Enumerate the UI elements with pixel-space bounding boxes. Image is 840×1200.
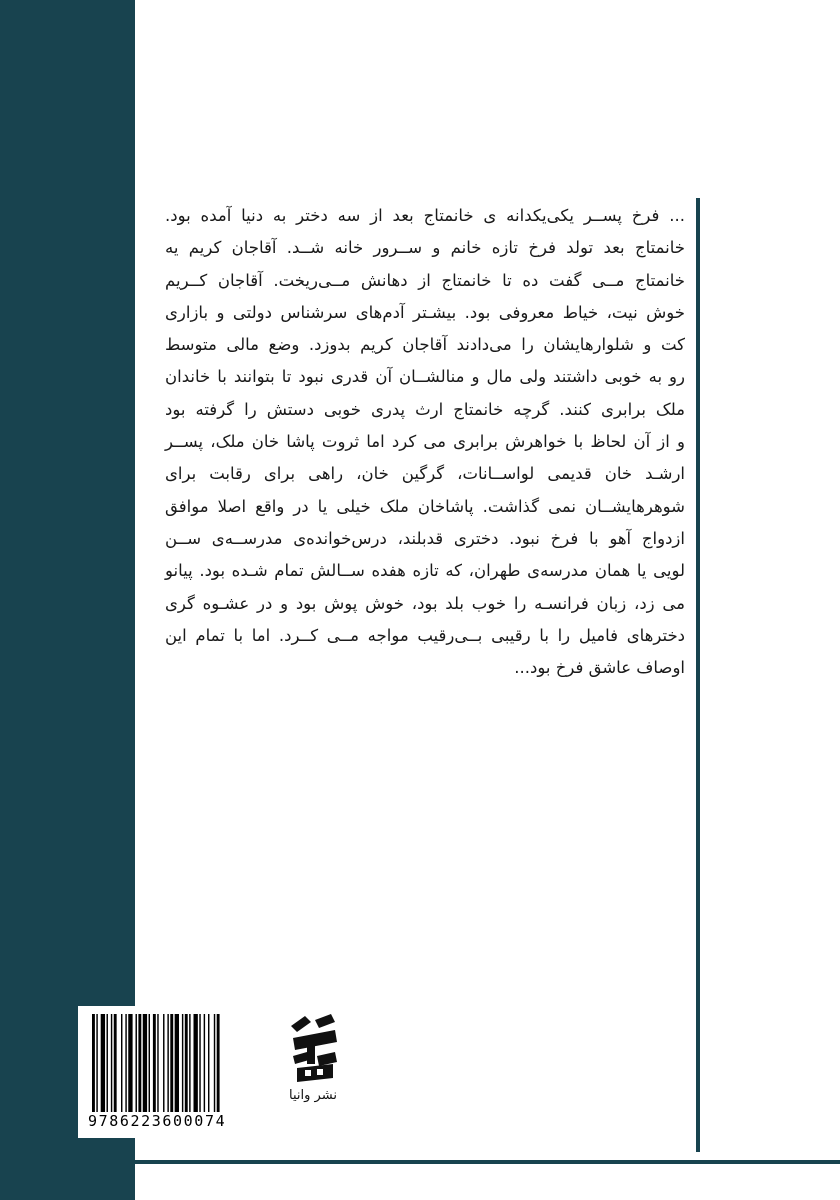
- barcode-bar: [157, 1014, 158, 1112]
- barcode-bar: [163, 1014, 164, 1112]
- isbn-barcode: [78, 1006, 274, 1138]
- frame-vertical-rule: [696, 198, 700, 1152]
- barcode-bar: [149, 1014, 150, 1112]
- barcode-bars: [92, 1014, 260, 1112]
- blurb-line: خوش نیت، خیاط معروفی بود. بیشـتر آدم‌های سرشناس دولتی و بازاری: [165, 302, 685, 322]
- barcode-bar: [194, 1014, 198, 1112]
- barcode-bar: [121, 1014, 122, 1112]
- barcode-bar: [185, 1014, 188, 1112]
- barcode-bar: [175, 1014, 179, 1112]
- back-cover-blurb: [165, 200, 685, 684]
- publisher-name: نشر وانیا: [289, 1088, 337, 1103]
- barcode-bar: [170, 1014, 173, 1112]
- blurb-line: اوصاف عاشق فرخ بود...: [514, 658, 685, 678]
- barcode-bar: [208, 1014, 209, 1112]
- frame-horizontal-rule: [135, 1160, 840, 1164]
- blurb-line: و از آن لحاظ با خواهرش برابری می کرد اما ثروت پاشا خان ملک، پســر: [165, 432, 685, 452]
- barcode-bar: [136, 1014, 137, 1112]
- barcode-bar: [138, 1014, 141, 1112]
- barcode-bar: [217, 1014, 220, 1112]
- barcode-bar: [189, 1014, 190, 1112]
- blurb-line: ارشـد خان قدیمی لواســانات، گرگین خان، راهی برای رقابت برای: [165, 464, 685, 484]
- blurb-line: خانمتاج بعد تولد فرخ تازه خانم و ســرور خانه شــد. آقاجان کریم یه: [165, 238, 685, 258]
- blurb-line: کت و شلوارهایشان را می‌دادند آقاجان کریم بدوزد. وضع مالی متوسط: [165, 335, 685, 355]
- blurb-line: ازدواج آهو با فرخ نبود. دختری قدبلند، درس‌خوانده‌ی مدرســه‌ی ســن: [165, 528, 685, 548]
- barcode-bar: [153, 1014, 156, 1112]
- barcode-bar: [111, 1014, 112, 1112]
- blurb-line: شوهرهایشــان نمی گذاشت. پاشاخان ملک خیلی یا در واقع اصلا موافق: [165, 496, 685, 516]
- barcode-bar: [182, 1014, 183, 1112]
- barcode-bar: [167, 1014, 168, 1112]
- isbn-number: 9786223600074: [88, 1112, 227, 1130]
- publisher-logo-icon: [285, 1012, 343, 1084]
- barcode-bar: [128, 1014, 132, 1112]
- barcode-bar: [92, 1014, 95, 1112]
- blurb-line: ... فرخ پســر یکی‌یکدانه ی خانمتاج بعد از سه دختر به دنیا آمده بود.: [165, 206, 685, 225]
- barcode-bar: [107, 1014, 108, 1112]
- blurb-line: دخترهای فامیل را با رقیبی بــی‌رقیب مواجه مــی کــرد. اما با تمام این: [165, 625, 685, 645]
- barcode-bar: [101, 1014, 105, 1112]
- blurb-line: لویی یا همان مدرسه‌ی طهران، که تازه هفده ســالش تمام شـده بود. پیانو: [165, 561, 685, 581]
- blurb-line: خانمتاج مــی گفت ده تا خانمتاج از دهانش مــی‌ریخت. آقاجان کــریم: [165, 270, 685, 290]
- barcode-bar: [199, 1014, 200, 1112]
- blurb-line: ملک برابری کنند. گرچه خانمتاج ارث پدری خوبی دستش را گرفته بود: [165, 399, 685, 419]
- barcode-bar: [96, 1014, 97, 1112]
- barcode-bar: [204, 1014, 205, 1112]
- blurb-line: رو به خوبی داشتند ولی مال و منالشــان آن قدری نبود تا بتوانند با خاندان: [165, 367, 685, 387]
- barcode-bar: [125, 1014, 126, 1112]
- barcode-bar: [214, 1014, 215, 1112]
- blurb-line: می زد، زبان فرانسـه را خوب بلد بود، خوش پوش بود و در عشـوه گری: [165, 593, 685, 613]
- barcode-bar: [114, 1014, 117, 1112]
- barcode-bar: [143, 1014, 147, 1112]
